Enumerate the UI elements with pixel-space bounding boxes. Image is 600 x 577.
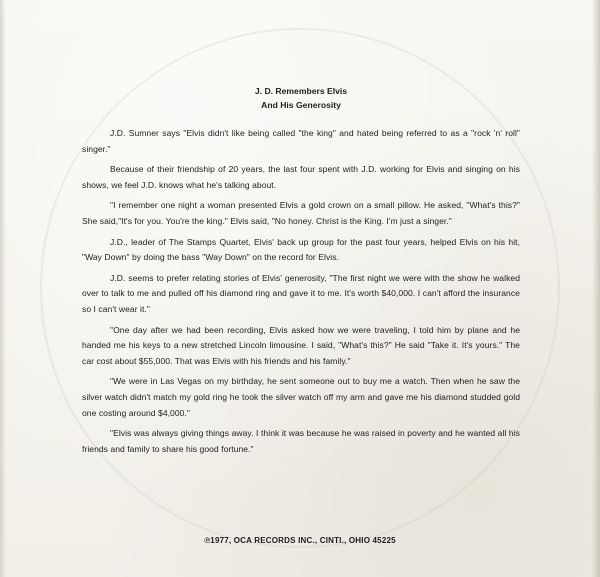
paragraph-3: "I remember one night a woman presented Elvis a gold crown on a small pillow. He asked, "What's this?" She said,"It's for you. You're the king." Elvis said, "No honey. Christ is the King. I'm just a singer." (82, 200, 520, 226)
paragraph-4: J.D., leader of The Stamps Quartet, Elvis' back up group for the past four years, helped Elvis on his hit, "Way Down" by doing the bass "Way Down" on the record for Elvis. (82, 236, 520, 263)
title-line-1: J. D. Remembers Elvis (254, 86, 348, 96)
copyright-footer: ℗1977, OCA RECORDS INC., CINTI., OHIO 45225 (204, 536, 396, 545)
sleeve-right-edge (592, 0, 600, 577)
paragraph-2: Because of their friendship of 20 years, the last four spent with J.D. working for Elvis and singing on his shows, we feel J.D. knows what he's talking about. (82, 164, 520, 190)
paragraph-5: J.D. seems to prefer relating stories of Elvis' generosity, "The first night we were with the show he walked over to talk to me and pulled off his diamond ring and gave it to me. It's worth $40,000. I can't afford the insurance so I can't wear it." (82, 272, 520, 314)
paragraph-6: "One day after we had been recording, Elvis asked how we were traveling, I told him by plane and he handed me his keys to a new stretched Lincoln limousine. I said, "What's this?" He said "Take it. It's yours." The car cost about $55,000. That was Elvis with his friends and his family." (82, 324, 520, 366)
paragraph-8: "Elvis was always giving things away. I think it was because he was raised in poverty and he wanted all his friends and family to share his good fortune." (82, 428, 520, 454)
title-line-2: And His Generosity (261, 100, 341, 110)
sleeve-left-edge (0, 0, 6, 577)
paragraph-7: "We were in Las Vegas on my birthday, he sent someone out to buy me a watch. Then when he saw the silver watch didn't match my gold ring he took the silver watch off my arm and gave me his diamond studded gold one costing around $4,000." (82, 376, 520, 418)
title-block (82, 84, 520, 112)
liner-notes (82, 84, 520, 462)
paragraph-1: J.D. Sumner says "Elvis didn't like being called "the king" and hated being referred to as a "rock 'n' roll" singer." (82, 128, 520, 154)
